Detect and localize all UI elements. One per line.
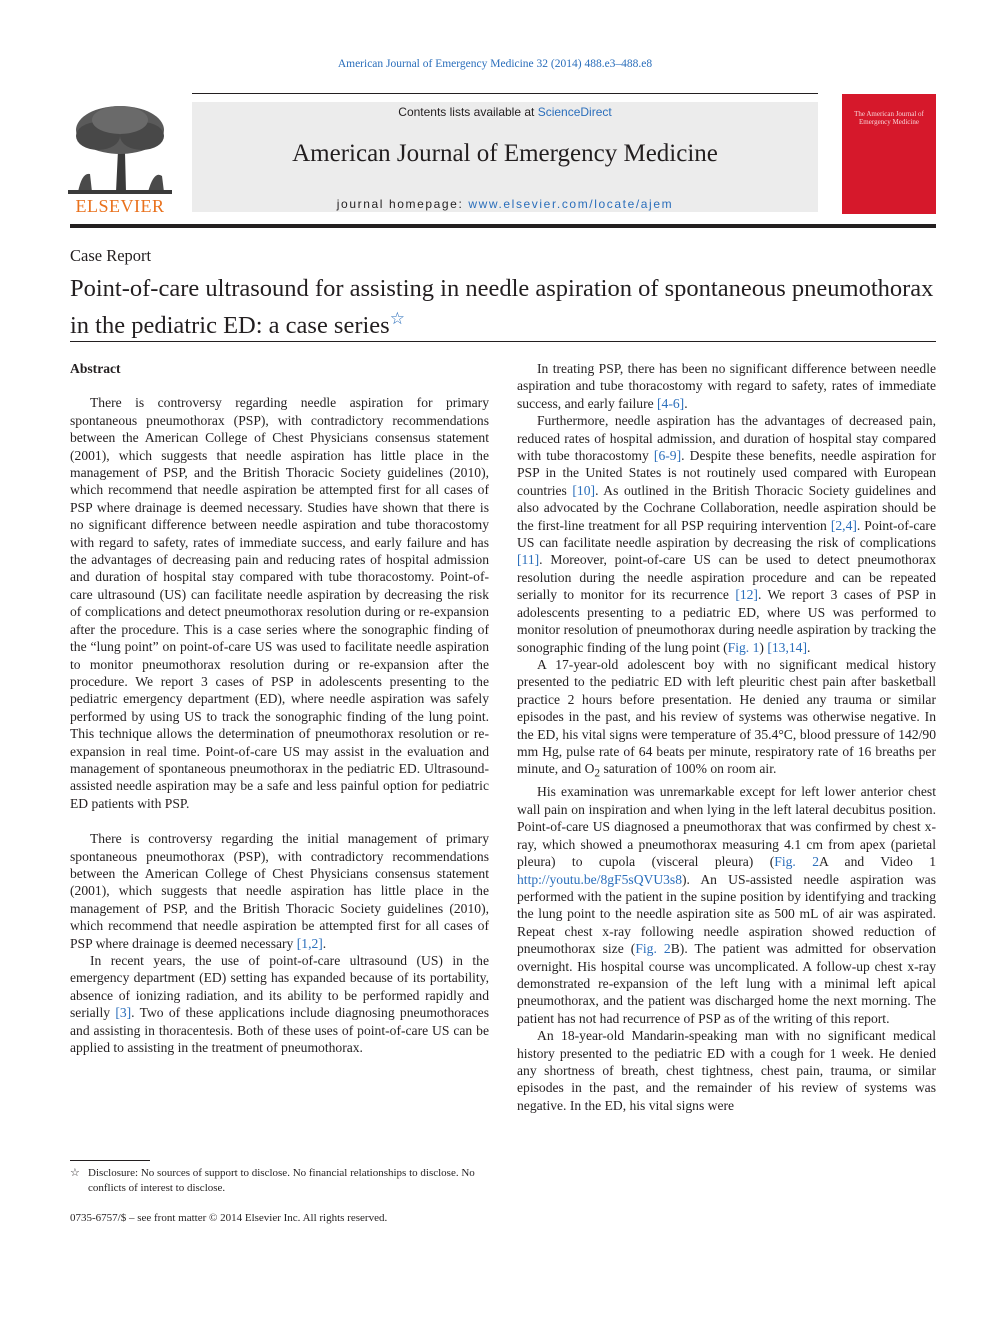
contents-line <box>192 105 818 119</box>
ref-link[interactable]: [2,4] <box>830 517 857 533</box>
ref-link[interactable]: [3] <box>115 1005 132 1021</box>
figure-link[interactable]: Fig. 1 <box>727 639 760 655</box>
cover-title: The American Journal of Emergency Medicine <box>854 110 924 126</box>
ref-link[interactable]: [12] <box>735 587 758 603</box>
body-text: A 17-year-old adolescent boy with no significant medical history presented to the pediatric ED with left pleuritic chest pain after basketball practice 2 hours before presentation. He denied any trauma or similar episodes in the past, and his review of systems was otherwise negative. In the ED, his vital signs were temperature of 35.4°C, blood pressure of 142/90 mm Hg, pulse rate of 64 beats per minute, respiratory rate of 16 breaths per minute, and O <box>517 656 936 777</box>
body-text: A and Video 1 <box>819 854 936 870</box>
title-footnote-star-icon[interactable]: ☆ <box>389 309 405 328</box>
body-text: . We report 3 cases of PSP in adolescents presenting to a pediatric ED, where US was performed to monitor resolution of pneumothorax during needle aspiration by tracking the sonographic finding of the lung point ( <box>517 587 936 655</box>
ref-link[interactable]: [6-9] <box>653 448 682 464</box>
body-text: B). The patient was admitted for observation overnight. His hospital course was uncomplicated. A follow-up chest x-ray demonstrated re-expansion of the left lung with a minimal left apical pneumothorax, and the patient was discharged home the next morning. The patient has not had recurrence of PSP as of the writing of this report. <box>517 941 936 1026</box>
intro-p2-end: . Two of these applications include diagnosing pneumothoraces and assisting in thoracentesis. Both of these uses of point-of-care US can be applied to assisting in the treatment of pneumothorax. <box>70 1005 489 1056</box>
sciencedirect-link[interactable]: ScienceDirect <box>537 105 612 119</box>
journal-homepage-line <box>192 197 818 211</box>
intro-paragraph-1 <box>70 830 489 952</box>
intro-p1-end: . <box>322 935 327 951</box>
case-1-paragraph <box>517 656 936 784</box>
journal-citation[interactable]: American Journal of Emergency Medicine 32 (2014) 488.e3–488.e8 <box>337 58 653 70</box>
header-thick-rule <box>70 224 936 228</box>
body-text: His examination was unremarkable except for left lower anterior chest wall pain on inspiration and when lying in the left lateral decubitus position. Point-of-care US diagnosed a pneumothorax that was confirmed by chest x-ray, which showed a pneumothorax measuring 4.1 cm from apex (parietal pleura) to cupola (visceral pleura) ( <box>517 784 936 870</box>
body-text: . Despite these benefits, needle aspiration for PSP in the United States is not routinely used compared with European countries <box>517 448 937 498</box>
homepage-link[interactable]: www.elsevier.com/locate/ajem <box>468 197 674 211</box>
body-text: . Moreover, point-of-care US can be used to detect pneumothorax resolution during the needle aspiration procedure and can be repeated serially to monitor for its recurrence <box>517 552 936 603</box>
body-text: In treating PSP, there has been no significant difference between needle aspiration and tube thoracostomy with regard to safety, rates of immediate success, and early failure <box>517 361 936 411</box>
body-text: . Point-of-care US can facilitate needle aspiration by decreasing the risk of complications <box>517 517 936 551</box>
intro-p1-text: There is controversy regarding the initial management of primary spontaneous pneumothorax (PSP), with contradictory recommendations between the American College of Chest Physicians consensus statement (2001), which suggests that needle aspiration has little place in the management of PSP, and the British Thoracic Society guidelines (2010), which recommend that needle aspiration be attempted first for all cases of PSP where drainage is deemed necessary <box>70 831 489 951</box>
figure-link[interactable]: Fig. 2 <box>635 941 671 957</box>
abstract-heading: Abstract <box>70 361 121 376</box>
ref-link[interactable]: [11] <box>517 552 540 568</box>
article-title-text: Point-of-care ultrasound for assisting in needle aspiration of spontaneous pneumothorax in the pediatric ED: a case series <box>70 275 934 340</box>
body-text: ). An US-assisted needle aspiration was performed with the patient in the supine position by identifying and tracking the lung point to the needle aspiration site as 500 mL of air was aspirated. Repeat chest x-ray following needle aspiration showed reduction of pneumothorax size ( <box>517 871 936 957</box>
case-2-paragraph: An 18-year-old Mandarin-speaking man with no significant medical history presented to the pediatric ED with a cough for 1 week. He denied any shortness of breath, chest tightness, chest pain, trauma, or similar episodes in the past, and the remainder of his review of systems was negative. In the ED, his vital signs were <box>517 1028 936 1113</box>
footnote-star-icon: ☆ <box>70 1167 80 1179</box>
body-text: . <box>806 639 811 655</box>
journal-cover-thumbnail[interactable] <box>842 94 936 214</box>
disclosure-footnote <box>70 1166 492 1196</box>
body-text: Furthermore, needle aspiration has the advantages of decreased pain, reduced rates of hospital admission, and duration of hospital stay compared with tube thoracostomy <box>517 413 936 464</box>
video-link[interactable]: http://youtu.be/8gF5sQVU3s8 <box>517 871 683 887</box>
ref-link[interactable]: [4-6] <box>657 395 685 411</box>
copyright-line: 0735-6757/$ – see front matter © 2014 Elsevier Inc. All rights reserved. <box>70 1212 388 1224</box>
journal-title: American Journal of Emergency Medicine <box>292 140 718 167</box>
footnote-text: Disclosure: No sources of support to disclose. No financial relationships to disclose. No conflicts of interest to disclose. <box>88 1167 475 1194</box>
body-text: . As outlined in the British Thoracic Society guidelines and also advocated by the Cochrane Collaboration, needle aspiration should be the first-line treatment for all PSP requiring intervention <box>517 482 936 533</box>
contents-prefix: Contents lists available at <box>398 105 538 119</box>
ref-link[interactable]: [1,2] <box>296 935 323 951</box>
left-column <box>70 360 489 1056</box>
publisher-logo-text: ELSEVIER <box>75 196 165 216</box>
header-top-rule <box>192 93 818 94</box>
footnote-rule <box>70 1160 150 1161</box>
abstract-text: There is controversy regarding needle aspiration for primary spontaneous pneumothorax (PSP), with contradictory recommendations between the American College of Chest Physicians consensus statement (2001), which suggests that needle aspiration has little place in the management of PSP, and the British Thoracic Society guidelines (2010), which recommend that needle aspiration be attempted first for all cases of PSP where drainage is deemed necessary. Studies have shown that there is no significant difference between needle aspiration and tube thoracostomy with regard to safety, rates of immediate success, and early failure and has the advantages of decreasing pain and reducing rates of hospital admission and duration of hospital stay compared with tube thoracostomy. Point-of-care ultrasound (US) can facilitate needle aspiration by decreasing the risk of complications and detect pneumothorax resolution during or re-expansion after the procedure. This is a case series where the sonographic finding of the “lung point” on point-of-care US was used to facilitate needle aspiration to monitor pneumothorax resolution during or re-expansion after the procedure. We report 3 cases of PSP in adolescents presenting to the pediatric emergency department (ED), where needle aspiration was safely performed by using US to track the sonographic finding of the lung point. This technique allows the determination of pneumothorax resolution or re-expansion in real time. Point-of-care US may assist in the evaluation and management of spontaneous pneumothorax in the pediatric ED. Ultrasound-assisted needle aspiration may be a safe and less painful option for pediatric ED patients with PSP. <box>70 395 489 811</box>
ref-link[interactable]: [10] <box>572 482 596 498</box>
body-paragraph-1 <box>517 360 936 412</box>
article-section-label: Case Report <box>70 246 152 265</box>
body-paragraph-2 <box>517 412 936 656</box>
ref-link[interactable]: [13,14] <box>767 639 807 655</box>
homepage-prefix: journal homepage: <box>336 197 469 211</box>
body-text: saturation of 100% on room air. <box>600 761 777 777</box>
body-text: . <box>684 395 688 411</box>
figure-link[interactable]: Fig. 2 <box>774 854 820 870</box>
right-column <box>517 360 936 1114</box>
body-text: ) <box>759 639 768 655</box>
subscript: 2 <box>594 768 601 781</box>
intro-p2-text: In recent years, the use of point-of-care ultrasound (US) in the emergency department (ED) setting has expanded because of its portability, absence of ionizing radiation, and its ability to be performed rapidly and serially <box>70 953 489 1021</box>
case-1-exam-paragraph <box>517 783 936 1027</box>
intro-paragraph-2 <box>70 952 489 1056</box>
article-title <box>70 274 936 341</box>
title-rule <box>70 341 936 342</box>
